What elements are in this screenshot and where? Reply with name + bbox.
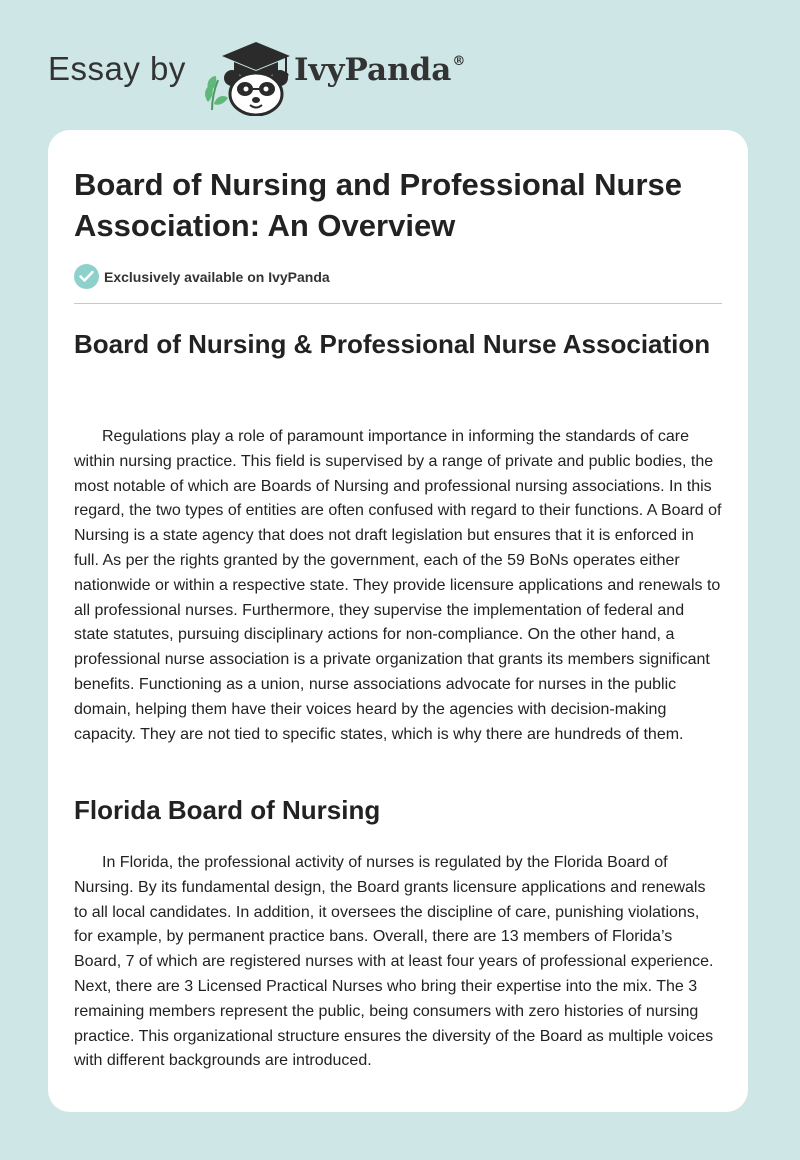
section-paragraph: In Florida, the professional activity of nurses is regulated by the Florida Board of Nursing. By its fundamental design, the Board grants licensure applications and renewals to all local candidates. In addition, it oversees the discipline of care, punishing violations, for example, by permanent practice bans. Overall, there are 13 members of Florida’s Board, 7 of which are registered nurses with at least four years of professional experience. Next, there are 3 Licensed Practical Nurses who bring their expertise into the mix. The 3 remaining members represent the public, being consumers with zero histories of nursing practice. This organizational structure ensures the diversity of the Board as multiple voices with different backgrounds are introduced. [74, 854, 714, 1070]
section-heading: Board of Nursing & Professional Nurse Association [74, 329, 711, 359]
essay-by-label: Essay by [48, 50, 186, 87]
title-divider [74, 303, 722, 304]
site-header [48, 28, 748, 118]
essay-title: Board of Nursing and Professional Nurse Association: An Overview [74, 167, 683, 243]
exclusive-label: Exclusively available on IvyPanda [104, 268, 330, 285]
registered-mark: ® [452, 54, 466, 69]
section-paragraph: Regulations play a role of paramount importance in informing the standards of care within nursing practice. This field is supervised by a range of private and public bodies, the most notable of which are Boards of Nursing and professional nursing associations. In this regard, the two types of entities are often confused with regard to their functions. A Board of Nursing is a state agency that does not draft legislation but ensures that it is enforced in full. As per the rights granted by the government, each of the 59 BoNs operates either nationwide or within a respective state. They provide licensure applications and renewals to all professional nurses. Furthermore, they supervise the implementation of federal and state statutes, pursuing disciplinary actions for non-compliance. On the other hand, a professional nurse association is a private organization that grants its members significant benefits. Functioning as a union, nurse associations advocate for nurses in the public domain, helping them have their voices heard by the agencies with decision-making capacity. They are not tied to specific states, which is why there are hundreds of them. [74, 428, 722, 743]
panda-graduate-icon[interactable] [200, 34, 292, 116]
essay-card [48, 130, 748, 1112]
check-icon [74, 264, 99, 289]
brand-name[interactable]: IvyPanda® [294, 52, 466, 88]
exclusive-badge [74, 264, 330, 289]
section-heading: Florida Board of Nursing [74, 795, 381, 825]
